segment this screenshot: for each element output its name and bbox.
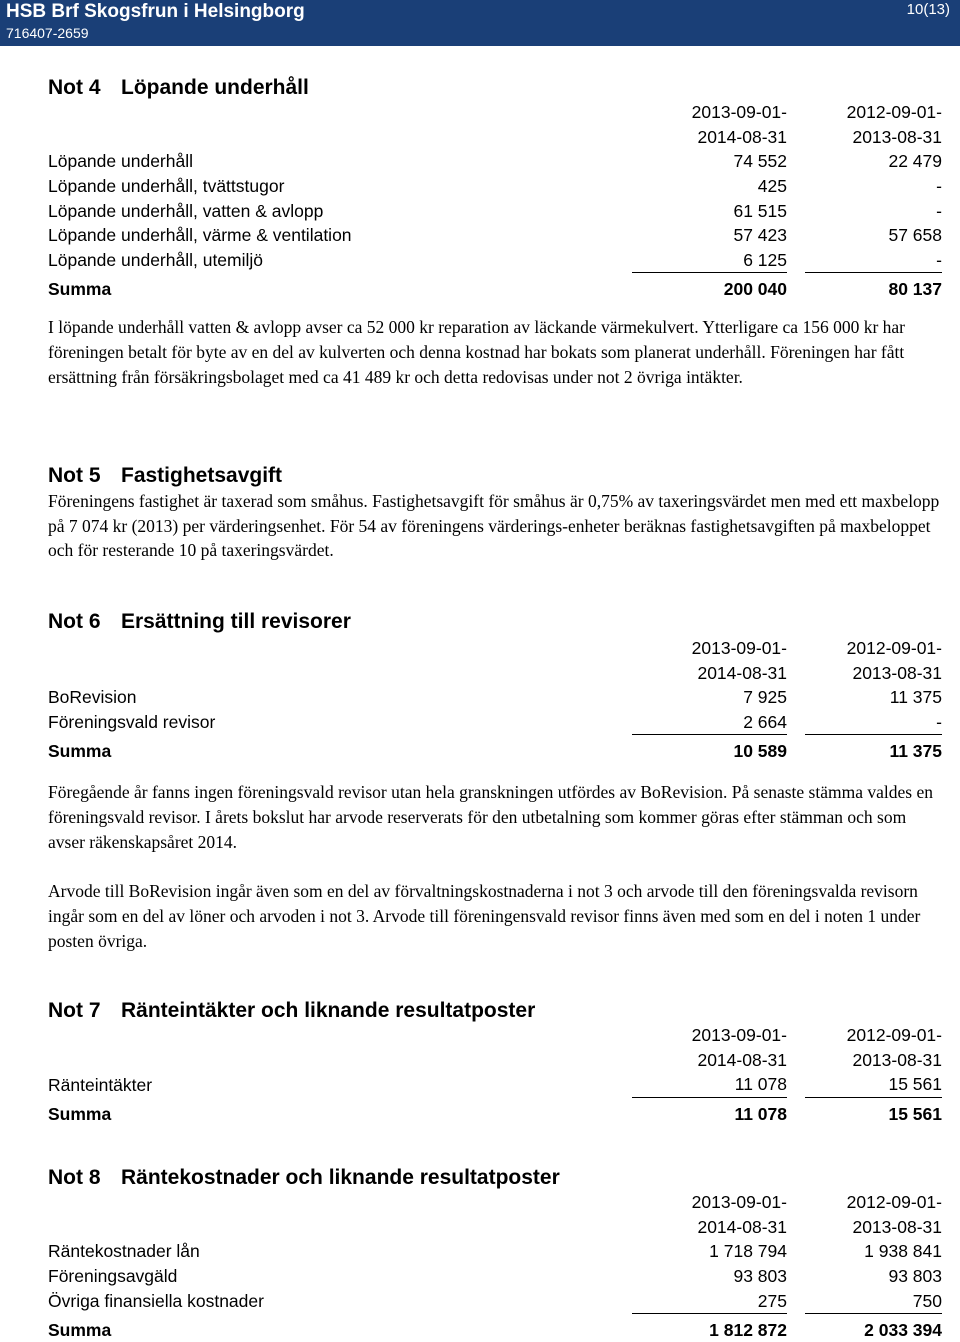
period-previous-end: 2013-08-31 [852,126,942,147]
table-row: Löpande underhåll, vatten & avlopp 61 515 - [48,200,942,221]
note-number: Not 6 [48,610,101,633]
page-header [0,0,960,46]
note-title: Ränteintäkter och liknande resultatposter [121,999,536,1022]
note-title: Fastighetsavgift [121,464,283,487]
note-heading [48,75,942,100]
note-title: Ersättning till revisorer [121,610,351,633]
note-title: Löpande underhåll [121,76,309,99]
table-row: Föreningsvald revisor 2 664 - [48,710,942,735]
note-title: Räntekostnader och liknande resultatposter [121,1166,560,1189]
table-row: Övriga finansiella kostnader 275 750 [48,1288,942,1313]
sum-row: Summa 1 812 872 2 033 394 [48,1319,942,1340]
period-current-start: 2013-09-01- [691,102,787,123]
note-heading [48,609,942,634]
table-row: BoRevision 7 925 11 375 [48,687,942,708]
note-4-table [48,100,942,301]
note-4-text: I löpande underhåll vatten & avlopp avser ca 52 000 kr reparation av läckande värmekulvert. Ytterligare ca 156 000 kr har föreningen betalt för byte av en del av kulverten och denna kostnad har bokats som planerat underhåll. Föreningen har fått ersättning från försäkringsbolaget med ca 41 489 kr och detta redovisas under not 2 övriga intäkter. [48,317,905,387]
note-6-table: 2013-09-01- 2012-09-01- 2014-08-31 2013-08-31 BoRevision 7 925 11 375 Föreningsvald revisor 2 664 - Summa 10 589 11 375 [48,638,942,762]
table-row: Löpande underhåll, utemiljö 6 125 - [48,248,942,273]
table-row: Föreningsavgäld 93 803 93 803 [48,1266,942,1287]
note-5 [48,463,942,563]
note-heading [48,463,942,488]
sum-row: Summa 200 040 80 137 [48,278,942,300]
table-row: Räntekostnader lån 1 718 794 1 938 841 [48,1241,942,1262]
period-current-end: 2014-08-31 [697,126,787,147]
note-6-text-1: Föregående år fanns ingen föreningsvald revisor utan hela granskningen utfördes av BoRevision. På senaste stämma valdes en föreningsvald revisor. I årets bokslut har arvode reserverats för den utbetalning som kommer göras efter stämman och som avser räkenskapsåret 2014. [48,782,933,852]
association-name: HSB Brf Skogsfrun i Helsingborg [6,1,305,22]
note-number: Not 5 [48,464,101,487]
note-7 [48,998,942,1126]
note-heading [48,1165,942,1190]
note-6-text-2: Arvode till BoRevision ingår även som en del av förvaltningskostnaderna i not 3 och arvode till den föreningsvalda revisorn ingår som en del av löner och arvoden i not 3. Arvode till föreningensvald revisor finns även med som en del i noten 1 under posten övriga. [48,881,921,951]
note-heading [48,998,942,1023]
sum-row: Summa 10 589 11 375 [48,741,942,762]
table-row: Löpande underhåll 74 552 22 479 [48,151,942,172]
note-8 [48,1165,942,1342]
sum-row: Summa 11 078 15 561 [48,1103,942,1124]
note-number: Not 4 [48,76,101,99]
table-row: Löpande underhåll, tvättstugor 425 - [48,176,942,197]
table-row: Löpande underhåll, värme & ventilation 57 423 57 658 [48,225,942,246]
org-number: 716407-2659 [6,25,89,41]
note-number: Not 7 [48,999,101,1022]
page-number: 10(13) [906,1,950,18]
note-6 [48,609,942,954]
note-7-table: 2013-09-01- 2012-09-01- 2014-08-31 2013-08-31 Ränteintäkter 11 078 15 561 Summa 11 078 15 561 [48,1025,942,1124]
note-4 [48,75,942,389]
note-8-table: 2013-09-01- 2012-09-01- 2014-08-31 2013-08-31 Räntekostnader lån 1 718 794 1 938 841 Föreningsavgäld 93 803 93 803 Övriga finansiella kostnader 275 750 Summa 1 812 872 2 033 394 [48,1192,942,1340]
note-number: Not 8 [48,1166,101,1189]
period-previous-start: 2012-09-01- [846,102,942,123]
note-5-text: Föreningens fastighet är taxerad som småhus. Fastighetsavgift för småhus är 0,75% av taxeringsvärdet men med ett maxbelopp på 7 074 kr (2013) per värderingsenhet. För 54 av föreningens värderings-enheter beräknas fastighetsavgiften på maxbeloppet och för resterande 10 på taxeringsvärdet. [48,491,940,561]
table-row: Ränteintäkter 11 078 15 561 [48,1072,942,1097]
